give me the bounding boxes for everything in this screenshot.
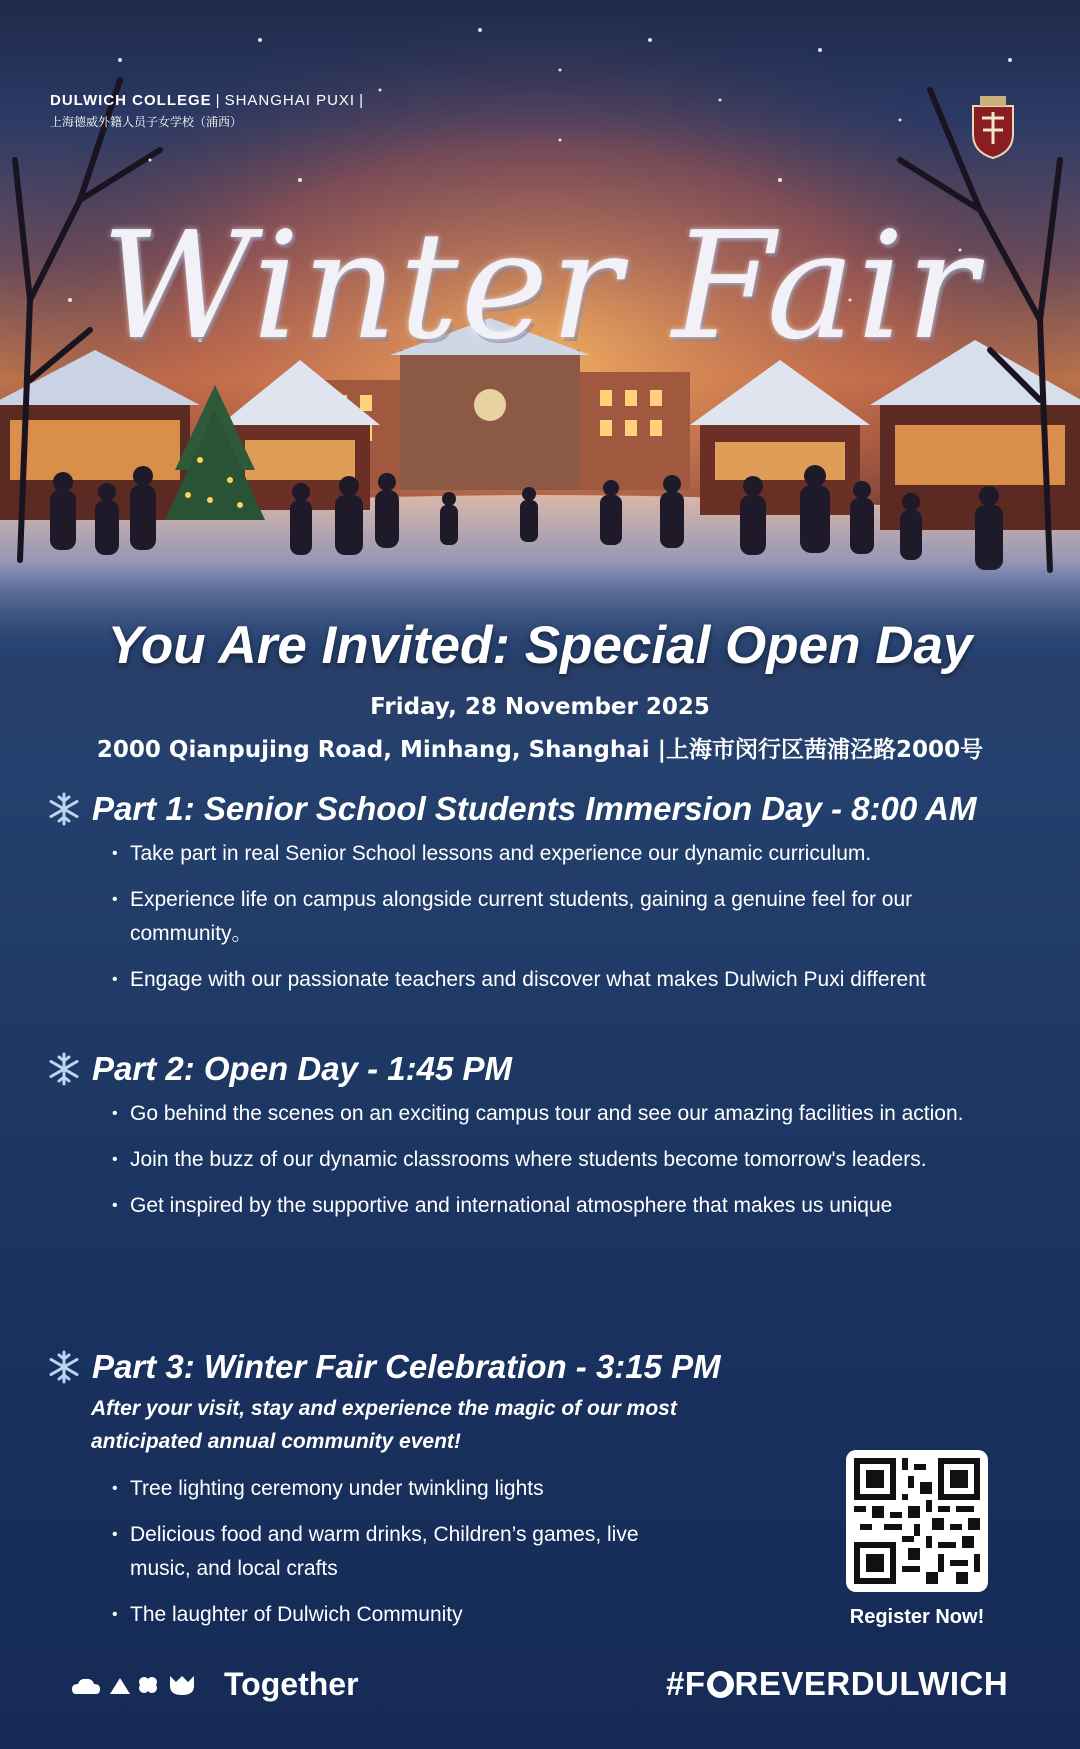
together-text: Together xyxy=(224,1666,359,1702)
bowl-icon xyxy=(170,1676,194,1695)
registration-qr-code[interactable] xyxy=(846,1450,988,1592)
list-item: • Delicious food and warm drinks, Children’s games, live music, and local crafts xyxy=(112,1518,692,1586)
cloud-icon xyxy=(72,1678,100,1693)
list-item: • The laughter of Dulwich Community xyxy=(112,1598,692,1632)
together-logo xyxy=(72,1666,359,1703)
qr-code-icon xyxy=(854,1458,980,1584)
part-3-intro: After your visit, stay and experience the magic of our most anticipated annual community event! xyxy=(91,1397,677,1453)
event-date: Friday, 28 November 2025 xyxy=(370,694,710,720)
school-crest-icon xyxy=(968,94,1018,160)
school-chinese-name: 上海德威外籍人员子女学校（浦西） xyxy=(50,115,243,129)
part-1-heading xyxy=(46,790,976,828)
foreverdulwich-hashtag: #F REVERDULWICH xyxy=(666,1665,1009,1702)
part-2-list xyxy=(112,1097,992,1235)
clover-icon xyxy=(139,1676,157,1692)
list-item: • Experience life on campus alongside current students, gaining a genuine feel for our community。 xyxy=(112,883,1012,951)
list-item: • Tree lighting ceremony under twinkling lights xyxy=(112,1472,692,1506)
part-3-heading xyxy=(46,1348,721,1386)
college-name: DULWICH COLLEGE xyxy=(50,92,212,109)
snowflake-icon xyxy=(46,1051,82,1087)
list-item: • Get inspired by the supportive and international atmosphere that makes us unique xyxy=(112,1189,992,1223)
event-address: 2000 Qianpujing Road, Minhang, Shanghai |上海市闵行区茜浦泾路2000号 xyxy=(96,737,984,763)
part-3-list xyxy=(112,1472,692,1644)
snowflake-icon xyxy=(46,791,82,827)
winter-fair-title: Winter Fair xyxy=(101,200,979,372)
list-item: • Engage with our passionate teachers and discover what makes Dulwich Puxi different xyxy=(112,963,1012,997)
part-2-title: Part 2: Open Day - 1:45 PM xyxy=(92,1050,512,1087)
community-icons xyxy=(72,1670,212,1700)
part-1-list xyxy=(112,837,1012,1009)
globe-icon xyxy=(707,1671,734,1698)
brand-divider: | xyxy=(215,92,221,109)
list-item: • Go behind the scenes on an exciting campus tour and see our amazing facilities in action. xyxy=(112,1097,992,1131)
campus-name: SHANGHAI PUXI xyxy=(224,92,356,109)
register-now-label[interactable]: Register Now! xyxy=(849,1606,985,1628)
school-logo: DULWICH COLLEGE | SHANGHAI PUXI | 上海德威外籍人员子女学校（浦西） xyxy=(50,92,368,130)
part-1-title: Part 1: Senior School Students Immersion Day - 8:00 AM xyxy=(92,790,977,827)
mountain-icon xyxy=(110,1678,130,1694)
list-item: • Join the buzz of our dynamic classrooms where students become tomorrow's leaders. xyxy=(112,1143,992,1177)
invitation-headline: You Are Invited: Special Open Day xyxy=(107,616,973,675)
part-3-title: Part 3: Winter Fair Celebration - 3:15 PM xyxy=(92,1348,721,1385)
part-2-heading xyxy=(46,1050,512,1088)
snowflake-icon xyxy=(46,1349,82,1385)
list-item: • Take part in real Senior School lessons and experience our dynamic curriculum. xyxy=(112,837,1012,871)
